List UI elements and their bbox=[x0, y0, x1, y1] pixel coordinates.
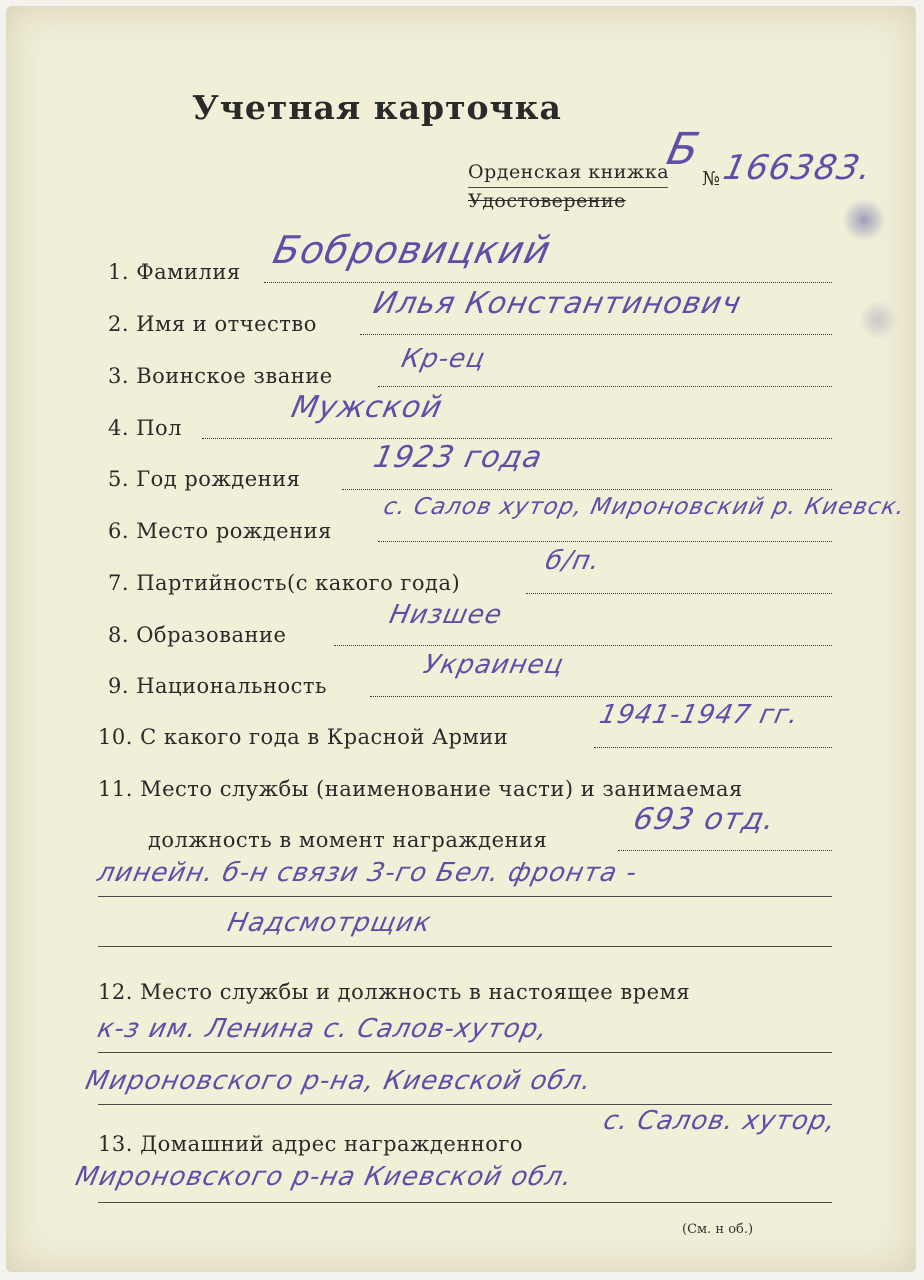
field-line bbox=[370, 696, 832, 697]
record-card bbox=[6, 6, 916, 1272]
field-value-army-since: 1941-1947 гг. bbox=[596, 700, 802, 730]
field-line bbox=[202, 438, 832, 439]
field-label-current-service: 12. Место службы и должность в настоящее время bbox=[98, 980, 691, 1004]
field-label-surname: 1. Фамилия bbox=[108, 260, 241, 284]
field-label-education: 8. Образование bbox=[108, 623, 287, 647]
field-label-birthplace: 6. Место рождения bbox=[108, 519, 332, 543]
field-value-party: б/п. bbox=[542, 546, 604, 576]
field-label-unit-line2: должность в момент награждения bbox=[148, 828, 548, 852]
ink-stain bbox=[842, 198, 886, 242]
field-value-rank: Кр-ец bbox=[398, 344, 489, 374]
field-value-unit-line3: Надсмотрщик bbox=[224, 908, 435, 938]
field-line bbox=[98, 1052, 832, 1053]
field-line bbox=[378, 541, 832, 542]
field-value-unit-line2: линейн. б-н связи 3-го Бел. фронта - bbox=[94, 858, 641, 888]
field-label-unit-line1: 11. Место службы (наименование части) и занимаемая bbox=[98, 777, 743, 801]
field-label-army-since: 10. С какого года в Красной Армии bbox=[98, 725, 509, 749]
field-value-address-line1: с. Салов. хутор, bbox=[600, 1106, 840, 1136]
field-line bbox=[98, 1104, 832, 1105]
ink-stain bbox=[858, 300, 898, 340]
field-line bbox=[594, 747, 832, 748]
number-sign: № bbox=[702, 168, 721, 190]
field-value-unit-line1: 693 отд. bbox=[630, 802, 779, 837]
field-value-sex: Мужской bbox=[288, 390, 446, 425]
field-value-birthplace: с. Салов хутор, Мироновский р. Киевск. bbox=[381, 494, 908, 520]
header-divider bbox=[468, 187, 668, 188]
card-title: Учетная карточка bbox=[192, 88, 562, 127]
field-line bbox=[98, 1202, 832, 1203]
field-value-nationality: Украинец bbox=[420, 650, 567, 680]
field-line bbox=[264, 282, 832, 283]
field-line bbox=[360, 334, 832, 335]
field-label-name: 2. Имя и отчество bbox=[108, 312, 317, 336]
field-line bbox=[98, 946, 832, 947]
field-label-home-address: 13. Домашний адрес награжденного bbox=[98, 1132, 524, 1156]
order-book-label: Орденская книжка bbox=[468, 161, 670, 183]
field-line bbox=[342, 489, 832, 490]
field-label-party: 7. Партийность(с какого года) bbox=[108, 571, 461, 595]
field-label-nationality: 9. Национальность bbox=[108, 674, 327, 698]
field-line bbox=[378, 386, 832, 387]
field-line bbox=[526, 593, 832, 594]
field-value-education: Низшее bbox=[386, 600, 506, 630]
field-label-rank: 3. Воинское звание bbox=[108, 364, 333, 388]
number-series: Б bbox=[662, 124, 705, 175]
certificate-label-struck: Удостоверение bbox=[468, 190, 626, 212]
number-value: 166383. bbox=[719, 148, 876, 188]
field-value-address-line2: Мироновского р-на Киевской обл. bbox=[72, 1162, 576, 1192]
field-value-surname: Бобровицкий bbox=[269, 228, 556, 272]
field-label-sex: 4. Пол bbox=[108, 416, 183, 440]
field-value-current-line2: Мироновского р-на, Киевской обл. bbox=[82, 1066, 595, 1096]
see-reverse-note: (См. н об.) bbox=[682, 1222, 754, 1237]
field-value-birth-year: 1923 года bbox=[370, 440, 546, 475]
field-line bbox=[334, 645, 832, 646]
field-value-current-line1: к-з им. Ленина с. Салов-хутор, bbox=[94, 1014, 551, 1044]
field-value-name: Илья Константинович bbox=[370, 286, 745, 321]
field-line bbox=[98, 896, 832, 897]
field-line bbox=[618, 850, 832, 851]
field-label-birth-year: 5. Год рождения bbox=[108, 467, 301, 491]
